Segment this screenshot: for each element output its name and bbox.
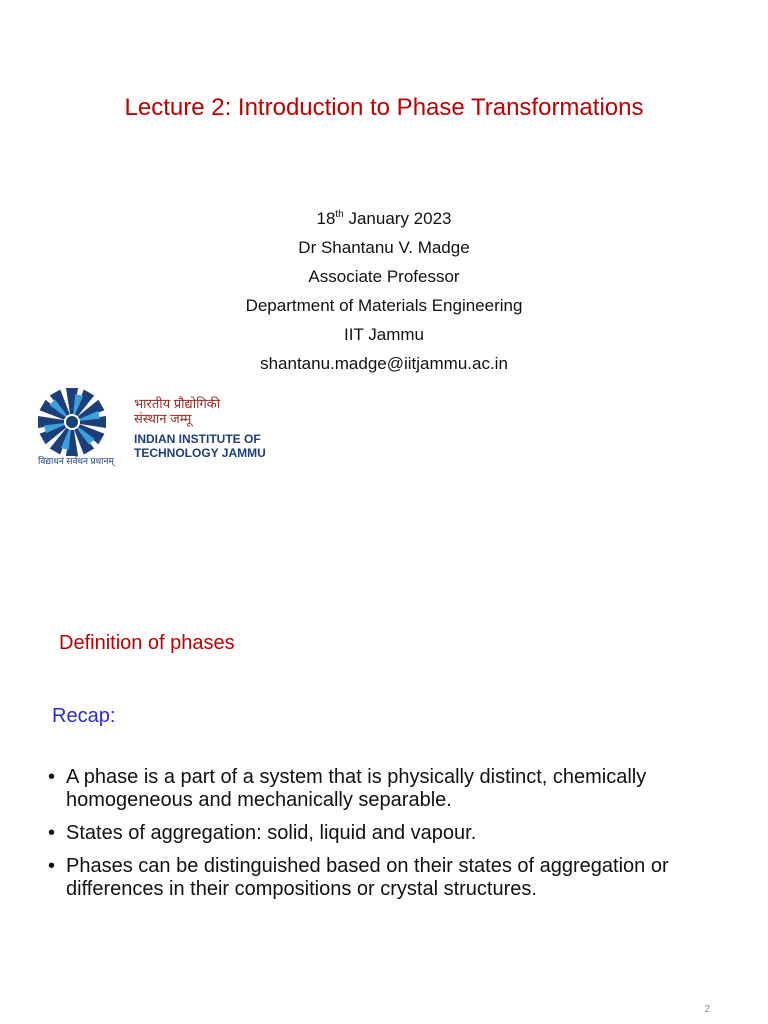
section-heading: Definition of phases [59,632,235,654]
logo-motto: विद्याधनं सर्वधन प्रधानम् [38,456,114,466]
slide-title: Lecture 2: Introduction to Phase Transformations [124,94,644,121]
page-number: 2 [704,1004,710,1015]
author-email: shantanu.madge@iitjammu.ac.in [260,354,508,373]
logo-english-line-2: TECHNOLOGY JAMMU [134,446,266,460]
bullet-item: • A phase is a part of a system that is physically distinct, chemically homogeneous and mechanically separable. [48,766,738,812]
definition-bullets [48,766,738,911]
logo-text [134,396,266,460]
author-block [0,204,768,378]
recap-label: Recap: [52,705,116,727]
logo-hindi-line-1: भारतीय प्रौद्योगिकी [134,396,221,411]
author-position: Associate Professor [308,267,460,286]
bullet-item: • Phases can be distinguished based on their states of aggregation or differences in their compositions or crystal structures. [48,855,738,901]
logo-english-line-1: INDIAN INSTITUTE OF [134,432,261,446]
lecture-date: 18th January 2023 [316,209,452,228]
author-name: Dr Shantanu V. Madge [298,238,470,257]
logo-hindi-line-2: संस्थान जम्मू [134,411,192,426]
sunburst-emblem-icon [38,386,130,456]
iit-jammu-logo [38,386,268,476]
bullet-item: • States of aggregation: solid, liquid and vapour. [48,822,738,845]
author-institute: IIT Jammu [344,325,424,344]
author-department: Department of Materials Engineering [245,296,523,315]
